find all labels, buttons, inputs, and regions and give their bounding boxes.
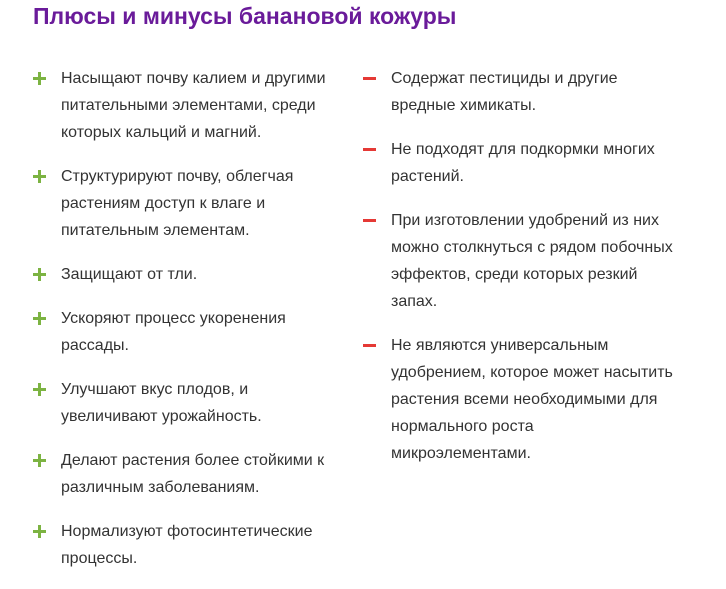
plus-icon [33,447,47,474]
con-item [363,65,713,119]
item-text-line: Делают растения более стойкими к [61,452,325,469]
item-text-line: Улучшают вкус плодов, и [61,381,249,398]
item-text-line: Не являются универсальным [391,337,609,354]
minus-icon [363,332,377,359]
item-text-line: Насыщают почву калием и другими [61,70,326,87]
item-text-line: можно столкнуться с рядом побочных [391,239,673,256]
cons-list [363,65,713,484]
item-text-line: запах. [391,293,438,310]
pro-item [33,261,363,288]
pro-item [33,305,363,359]
item-text-line: растения всеми необходимыми для [391,391,658,408]
item-text-line: микроэлементами. [391,445,531,462]
plus-icon [33,65,47,92]
con-item [363,136,713,190]
minus-icon [363,136,377,163]
item-text-line: растений. [391,168,464,185]
item-text-line: питательными элементами, среди [61,97,316,114]
item-text-line: вредные химикаты. [391,97,537,114]
con-item [363,207,713,315]
plus-icon [33,376,47,403]
minus-icon [363,65,377,92]
plus-icon [33,261,47,288]
plus-icon [33,163,47,190]
page-title: Плюсы и минусы банановой кожуры [33,3,457,29]
item-text-line: рассады. [61,337,129,354]
item-text-line: различным заболеваниям. [61,479,260,496]
pro-item [33,163,363,244]
item-text-line: растениям доступ к влаге и [61,195,266,212]
plus-icon [33,518,47,545]
item-text-line: увеличивают урожайность. [61,408,262,425]
item-text-line: Нормализуют фотосинтетические [61,523,313,540]
pro-item [33,518,363,572]
pro-item [33,447,363,501]
item-text-line: Структурируют почву, облегчая [61,168,294,185]
item-text-line: При изготовлении удобрений из них [391,212,659,229]
plus-icon [33,305,47,332]
pros-list [33,65,363,589]
con-item [363,332,713,467]
pro-item [33,65,363,146]
item-text-line: нормального роста [391,418,534,435]
minus-icon [363,207,377,234]
item-text-line: которых кальций и магний. [61,124,262,141]
item-text-line: удобрением, которое может насытить [391,364,673,381]
item-text-line: Защищают от тли. [61,266,198,283]
item-text-line: питательным элементам. [61,222,250,239]
item-text-line: Не подходят для подкормки многих [391,141,655,158]
item-text-line: эффектов, среди которых резкий [391,266,638,283]
item-text-line: процессы. [61,550,138,567]
pro-item [33,376,363,430]
item-text-line: Содержат пестициды и другие [391,70,618,87]
item-text-line: Ускоряют процесс укоренения [61,310,286,327]
